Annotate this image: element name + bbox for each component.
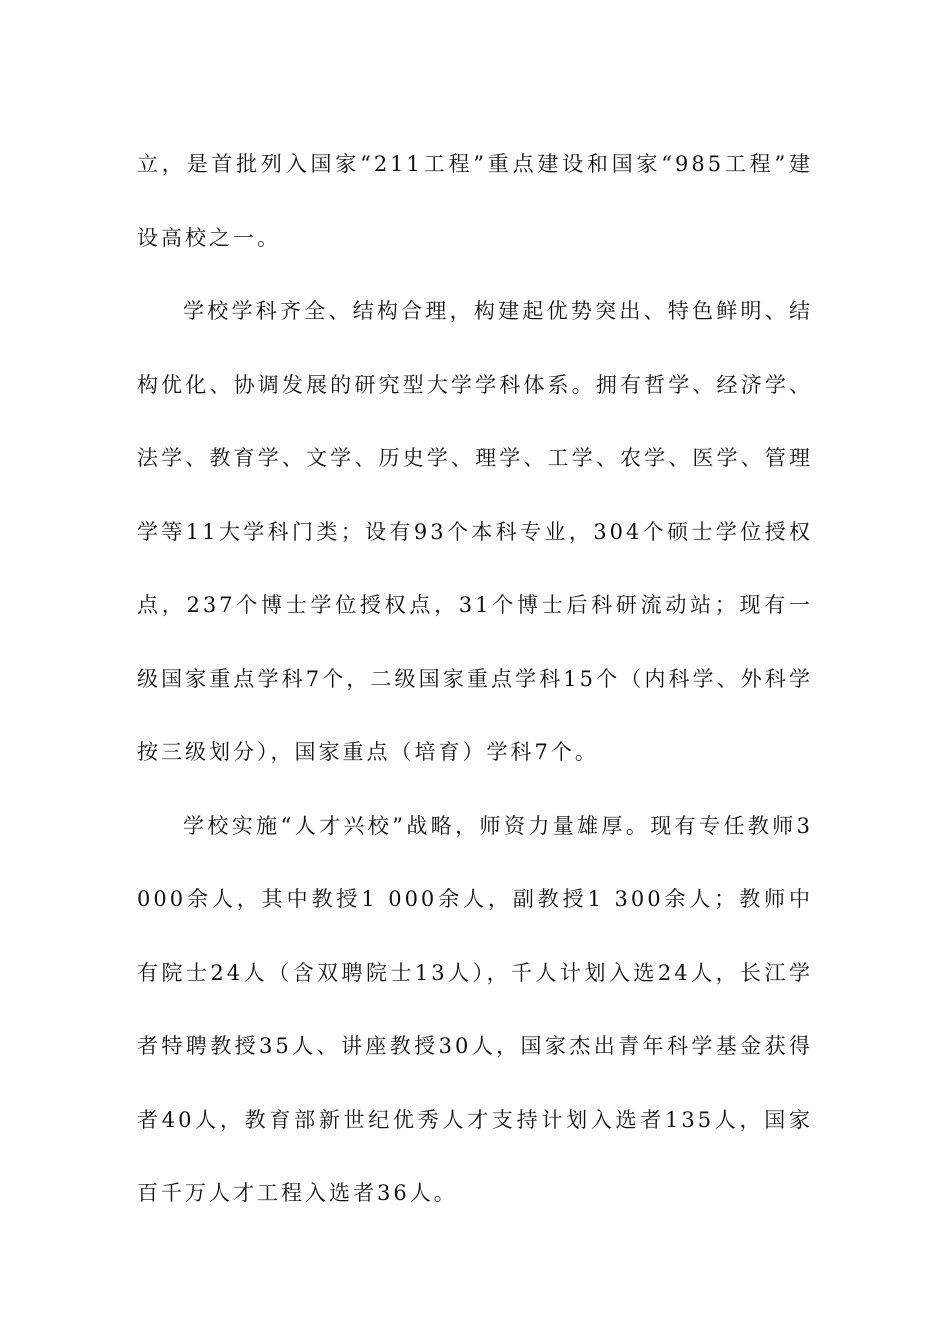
paragraph-disciplines: 学校学科齐全、结构合理，构建起优势突出、特色鲜明、结构优化、协调发展的研究型大学学科体系。拥有哲学、经济学、法学、教育学、文学、历史学、理学、工学、农学、医学、管理学等11大学科门类；设有93个本科专业，304个硕士学位授权点，237个博士学位授权点，31个博士后科研流动站；现有一级国家重点学科7个，二级国家重点学科15个（内科学、外科学按三级划分），国家重点（培育）学科7个。: [137, 299, 813, 764]
body-text: [137, 128, 813, 1231]
paragraph-continued: 立，是首批列入国家“211工程”重点建设和国家“985工程”建设高校之一。: [137, 152, 813, 250]
paragraph-faculty: 学校实施“人才兴校”战略，师资力量雄厚。现有专任教师3 000余人，其中教授1 000余人，副教授1 300余人；教师中有院士24人（含双聘院士13人），千人计划入选24人，长江学者特聘教授35人、讲座教授30人，国家杰出青年科学基金获得者40人，教育部新世纪优秀人才支持计划入选者135人，国家百千万人才工程入选者36人。: [137, 813, 813, 1205]
